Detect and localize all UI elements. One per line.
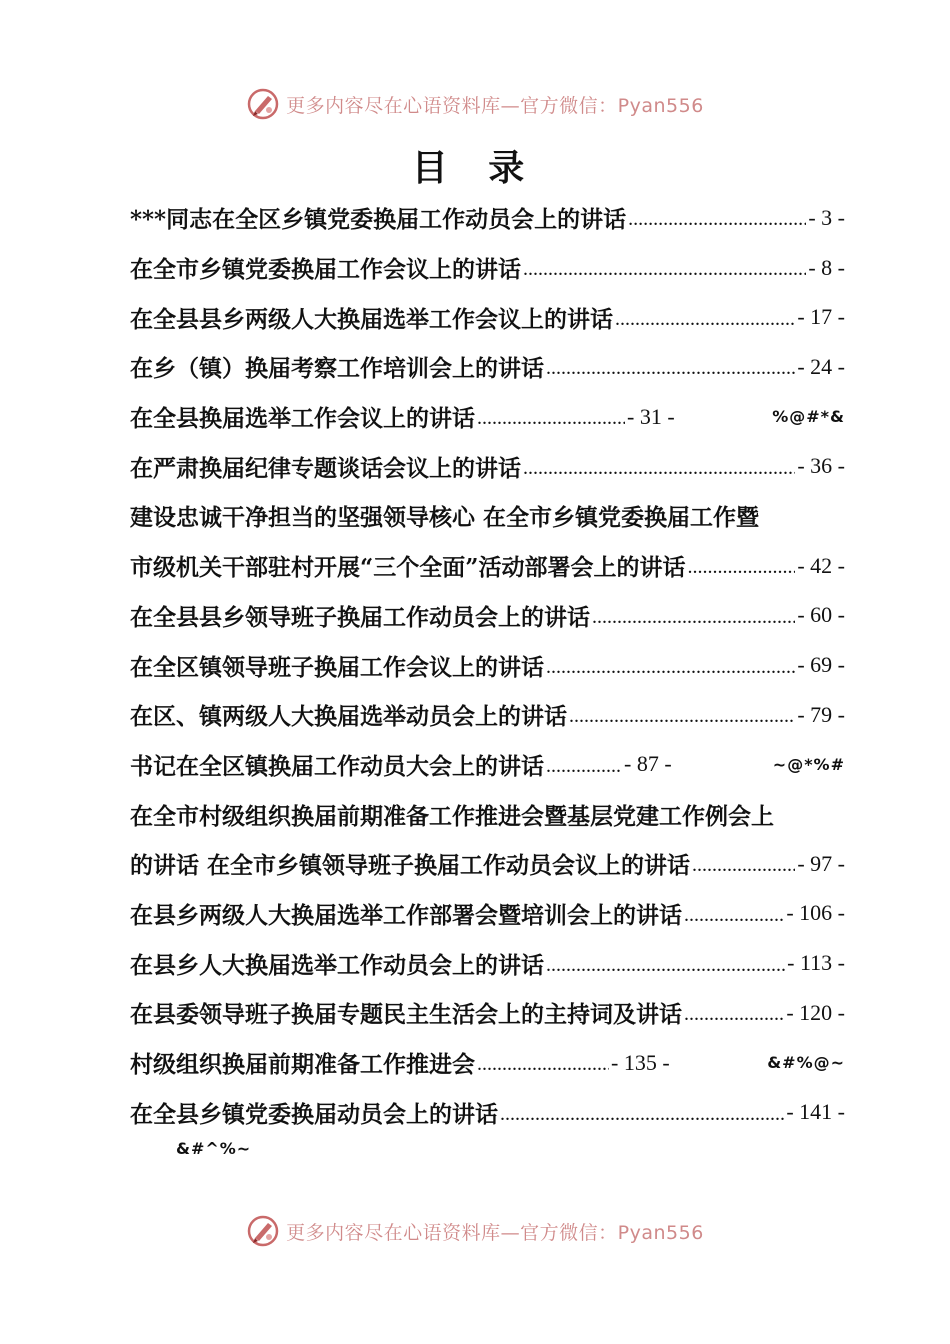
toc-entry[interactable]: 市级机关干部驻村开展“三个全面”活动部署会上的讲话 ..... - 42 - <box>130 541 845 591</box>
leader-dots <box>615 308 795 331</box>
leader-dots <box>546 656 795 679</box>
toc-entry[interactable]: 在全县县乡两级人大换届选举工作会议上的讲话 ..... - 17 - <box>130 292 845 342</box>
toc-entry[interactable]: 村级组织换届前期准备工作推进会 ..... - 135 - &#%@~ <box>130 1038 845 1088</box>
page-number: - 79 - <box>797 701 845 727</box>
toc-entry[interactable]: 在全市乡镇党委换届工作会议上的讲话 ..... - 8 - <box>130 243 845 293</box>
toc-entry-wrapped[interactable]: 在全市村级组织换届前期准备工作推进会暨基层党建工作例会上 <box>130 802 774 830</box>
noise-text: ~@*%# <box>772 754 845 774</box>
page-number: - 60 - <box>797 602 845 628</box>
toc-entry[interactable]: 在县乡人大换届选举工作动员会上的讲话 ..... - 113 - <box>130 938 845 988</box>
leader-dots <box>684 904 784 927</box>
leader-dots <box>569 705 795 728</box>
page-number: - 69 - <box>797 652 845 678</box>
pen-logo-icon <box>246 87 280 121</box>
leader-dots <box>546 755 622 778</box>
toc-entry[interactable]: 在严肃换届纪律专题谈话会议上的讲话 ..... - 36 - <box>130 441 845 491</box>
page-title: 目 录 <box>411 147 539 189</box>
leader-dots <box>628 208 806 231</box>
page-number: - 141 - <box>786 1099 845 1125</box>
page-number: - 113 - <box>787 950 845 976</box>
leader-dots <box>523 258 806 281</box>
leader-dots <box>592 606 795 629</box>
toc-entry[interactable]: 书记在全区镇换届工作动员大会上的讲话 ..... - 87 - ~@*%# <box>130 740 845 790</box>
page-number: - 36 - <box>797 453 845 479</box>
page-number: - 87 - <box>624 751 672 777</box>
watermark-footer <box>0 1211 950 1251</box>
leader-dots <box>477 1053 609 1076</box>
leader-dots <box>546 357 795 380</box>
page-number: - 24 - <box>797 353 845 379</box>
toc-entry[interactable]: 的讲话 在全市乡镇领导班子换届工作动员会议上的讲话 ..... - 97 - <box>130 839 845 889</box>
toc-entry-wrapped[interactable]: 建设忠诚干净担当的坚强领导核心 在全市乡镇党委换届工作暨 <box>130 504 760 532</box>
page-number: - 97 - <box>797 850 845 876</box>
leader-dots <box>546 954 785 977</box>
toc-entry[interactable]: 在全县换届选举工作会议上的讲话 ..... - 31 - %@#*& <box>130 392 845 442</box>
page-number: - 3 - <box>808 204 845 230</box>
toc-entry[interactable]: 在全县乡镇党委换届动员会上的讲话 ..... - 141 - <box>130 1087 845 1137</box>
watermark-text: 更多内容尽在心语资料库—官方微信：Pyan556 <box>286 94 704 117</box>
leader-dots <box>477 407 625 430</box>
page-number: - 135 - <box>611 1049 670 1075</box>
toc-entry[interactable]: 在县乡两级人大换届选举工作部署会暨培训会上的讲话 ..... - 106 - <box>130 889 845 939</box>
toc-entry[interactable]: 在全区镇领导班子换届工作会议上的讲话 ..... - 69 - <box>130 640 845 690</box>
page-number: - 8 - <box>808 254 845 280</box>
noise-text: &#%@~ <box>767 1053 845 1073</box>
leader-dots <box>500 1103 784 1126</box>
table-of-contents <box>130 193 845 1137</box>
toc-entry[interactable]: 在区、镇两级人大换届选举动员会上的讲话 ..... - 79 - <box>130 690 845 740</box>
leader-dots <box>687 556 795 579</box>
toc-entry[interactable]: 在乡（镇）换届考察工作培训会上的讲话 ..... - 24 - <box>130 342 845 392</box>
page-number: - 120 - <box>786 999 845 1025</box>
noise-text: %@#*& <box>772 407 845 427</box>
leader-dots <box>684 1003 784 1026</box>
page-number: - 42 - <box>797 552 845 578</box>
toc-entry[interactable]: 在县委领导班子换届专题民主生活会上的主持词及讲话 ..... - 120 - <box>130 988 845 1038</box>
page-number: - 17 - <box>797 304 845 330</box>
watermark-header <box>0 84 950 124</box>
leader-dots <box>692 854 795 877</box>
leader-dots <box>523 457 795 480</box>
toc-entry[interactable]: 在全县县乡领导班子换届工作动员会上的讲话 ..... - 60 - <box>130 591 845 641</box>
page-number: - 31 - <box>627 403 675 429</box>
page-number: - 106 - <box>786 900 845 926</box>
noise-text: &#^%~ <box>176 1139 252 1158</box>
toc-entry[interactable]: ***同志在全区乡镇党委换届工作动员会上的讲话 ..... - 3 - <box>130 193 845 243</box>
pen-logo-icon <box>246 1214 280 1248</box>
watermark-text: 更多内容尽在心语资料库—官方微信：Pyan556 <box>286 1221 704 1244</box>
